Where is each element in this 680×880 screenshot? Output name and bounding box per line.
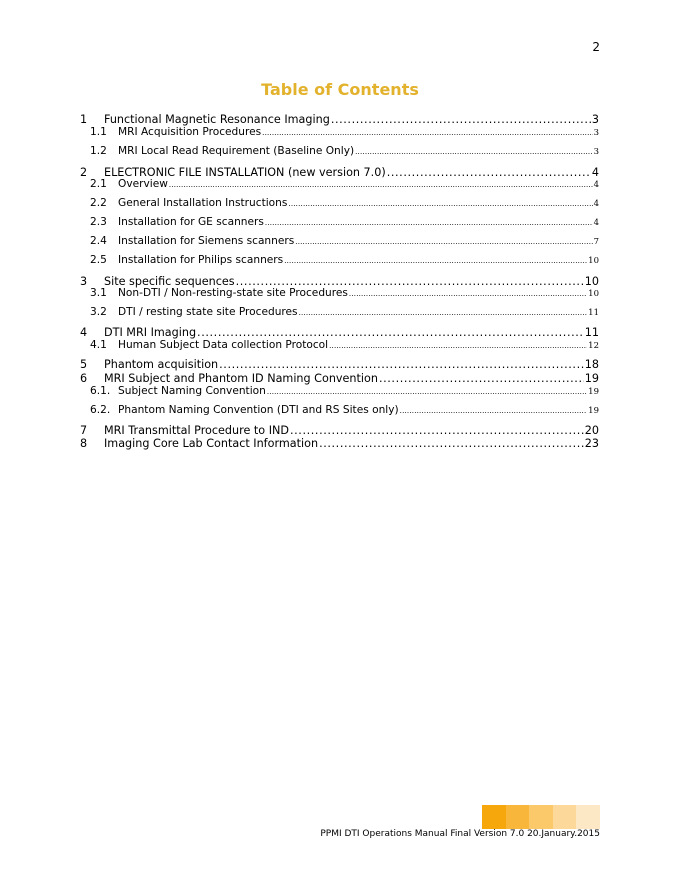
toc-entry[interactable]	[80, 424, 599, 438]
toc-dot-leader	[400, 407, 588, 415]
toc-dot-leader	[299, 309, 588, 317]
toc-entry-number: 6	[80, 372, 88, 385]
toc-entry-label: ELECTRONIC FILE INSTALLATION (new version 7.0)	[104, 166, 386, 179]
toc-entry-page: 4	[593, 218, 599, 228]
toc-entry[interactable]	[80, 287, 599, 301]
toc-entry[interactable]	[80, 113, 599, 127]
page-number: 2	[592, 40, 600, 54]
toc-entry[interactable]	[80, 126, 599, 140]
toc-entry-label: Installation for Siemens scanners	[118, 235, 295, 247]
toc-entry-page: 19	[588, 387, 599, 397]
toc-dot-leader	[319, 437, 584, 450]
toc-entry-label: MRI Transmittal Procedure to IND	[104, 424, 289, 437]
toc-entry-label: Site specific sequences	[104, 275, 235, 288]
toc-entry[interactable]	[80, 326, 599, 340]
toc-entry-number: 3.1	[90, 287, 107, 299]
toc-entry-label: Subject Naming Convention	[118, 385, 266, 397]
toc-entry-page: 11	[588, 308, 599, 318]
toc-entry[interactable]	[80, 197, 599, 211]
toc-dot-leader	[295, 238, 592, 246]
toc-dot-leader	[331, 113, 591, 126]
toc-entry-number: 2.5	[90, 254, 107, 266]
toc-dot-leader	[349, 290, 587, 298]
toc-entry-number: 3.2	[90, 306, 107, 318]
toc-entry[interactable]	[80, 216, 599, 230]
toc-entry[interactable]	[80, 339, 599, 353]
toc-entry-page: 4	[593, 199, 599, 209]
toc-entry-label: Functional Magnetic Resonance Imaging	[104, 113, 330, 126]
footer-color-block	[506, 805, 530, 829]
toc-entry-label: DTI MRI Imaging	[104, 326, 197, 339]
toc-entry-page: 12	[588, 341, 599, 351]
toc-entry[interactable]	[80, 437, 599, 451]
toc-entry-label: MRI Acquisition Procedures	[118, 126, 262, 138]
toc-entry-label: DTI / resting state site Procedures	[118, 306, 298, 318]
toc-entry[interactable]	[80, 306, 599, 320]
toc-dot-leader	[197, 326, 584, 339]
toc-entry[interactable]	[80, 235, 599, 249]
toc-dot-leader	[290, 424, 584, 437]
toc-entry-number: 1.1	[90, 126, 107, 138]
footer-color-block	[553, 805, 577, 829]
toc-entry[interactable]	[80, 358, 599, 372]
toc-entry-number: 5	[80, 358, 88, 371]
toc-entry[interactable]	[80, 372, 599, 386]
toc-entry[interactable]	[80, 145, 599, 159]
toc-dot-leader	[265, 219, 593, 227]
footer-color-block	[576, 805, 600, 829]
toc-entry-number: 2.1	[90, 178, 107, 190]
toc-entry-page: 10	[584, 275, 599, 288]
toc-dot-leader	[288, 200, 592, 208]
toc-entry-number: 1.2	[90, 145, 107, 157]
footer-text: PPMI DTI Operations Manual Final Version 7.0 20.January.2015	[320, 829, 600, 839]
toc-entry-page: 11	[584, 326, 599, 339]
toc-entry-page: 3	[591, 113, 599, 126]
toc-entry-label: Overview	[118, 178, 168, 190]
toc-dot-leader	[267, 388, 587, 396]
toc-dot-leader	[379, 372, 584, 385]
toc-entry-page: 3	[593, 147, 599, 157]
toc-entry-number: 2.3	[90, 216, 107, 228]
footer-color-block	[529, 805, 553, 829]
toc-entry-page: 3	[593, 128, 599, 138]
toc-entry-label: MRI Local Read Requirement (Baseline Only)	[118, 145, 355, 157]
footer-color-block	[482, 805, 506, 829]
toc-entry-number: 2.2	[90, 197, 107, 209]
toc-entry-label: Phantom Naming Convention (DTI and RS Sites only)	[118, 404, 399, 416]
toc-entry[interactable]	[80, 178, 599, 192]
toc-entry-number: 3	[80, 275, 88, 288]
toc-entry-label: Installation for Philips scanners	[118, 254, 284, 266]
toc-entry-number: 2	[80, 166, 88, 179]
page-title: Table of Contents	[261, 80, 419, 99]
toc-dot-leader	[355, 148, 592, 156]
toc-entry-page: 4	[591, 166, 599, 179]
toc-entry[interactable]	[80, 385, 599, 399]
toc-entry-page: 19	[584, 372, 599, 385]
toc-entry-page: 20	[584, 424, 599, 437]
toc-entry-label: General Installation Instructions	[118, 197, 288, 209]
toc-dot-leader	[329, 342, 587, 350]
toc-entry-number: 4.1	[90, 339, 107, 351]
toc-entry-page: 7	[593, 237, 599, 247]
toc-entry-page: 18	[584, 358, 599, 371]
toc-dot-leader	[219, 358, 584, 371]
toc-entry-label: Imaging Core Lab Contact Information	[104, 437, 319, 450]
toc-entry[interactable]	[80, 404, 599, 418]
toc-dot-leader	[284, 257, 587, 265]
toc-entry-number: 8	[80, 437, 88, 450]
toc-entry-label: Phantom acquisition	[104, 358, 219, 371]
toc-entry-page: 10	[588, 256, 599, 266]
toc-dot-leader	[169, 181, 593, 189]
toc-entry-label: Installation for GE scanners	[118, 216, 264, 228]
toc-entry-page: 19	[588, 406, 599, 416]
toc-entry-number: 2.4	[90, 235, 107, 247]
toc-entry-number: 4	[80, 326, 88, 339]
footer-color-bar	[482, 805, 600, 829]
toc-entry-number: 6.1.	[90, 385, 111, 397]
toc-entry-label: Non-DTI / Non-resting-state site Procedures	[118, 287, 348, 299]
toc-entry-label: Human Subject Data collection Protocol	[118, 339, 329, 351]
toc-entry-page: 10	[588, 289, 599, 299]
toc-entry-page: 4	[593, 180, 599, 190]
toc-dot-leader	[262, 129, 592, 137]
toc-entry-number: 7	[80, 424, 88, 437]
toc-entry-number: 6.2.	[90, 404, 111, 416]
toc-entry-label: MRI Subject and Phantom ID Naming Convention	[104, 372, 378, 385]
toc-entry[interactable]	[80, 254, 599, 268]
toc-entry-number: 1	[80, 113, 88, 126]
toc-entry-page: 23	[584, 437, 599, 450]
